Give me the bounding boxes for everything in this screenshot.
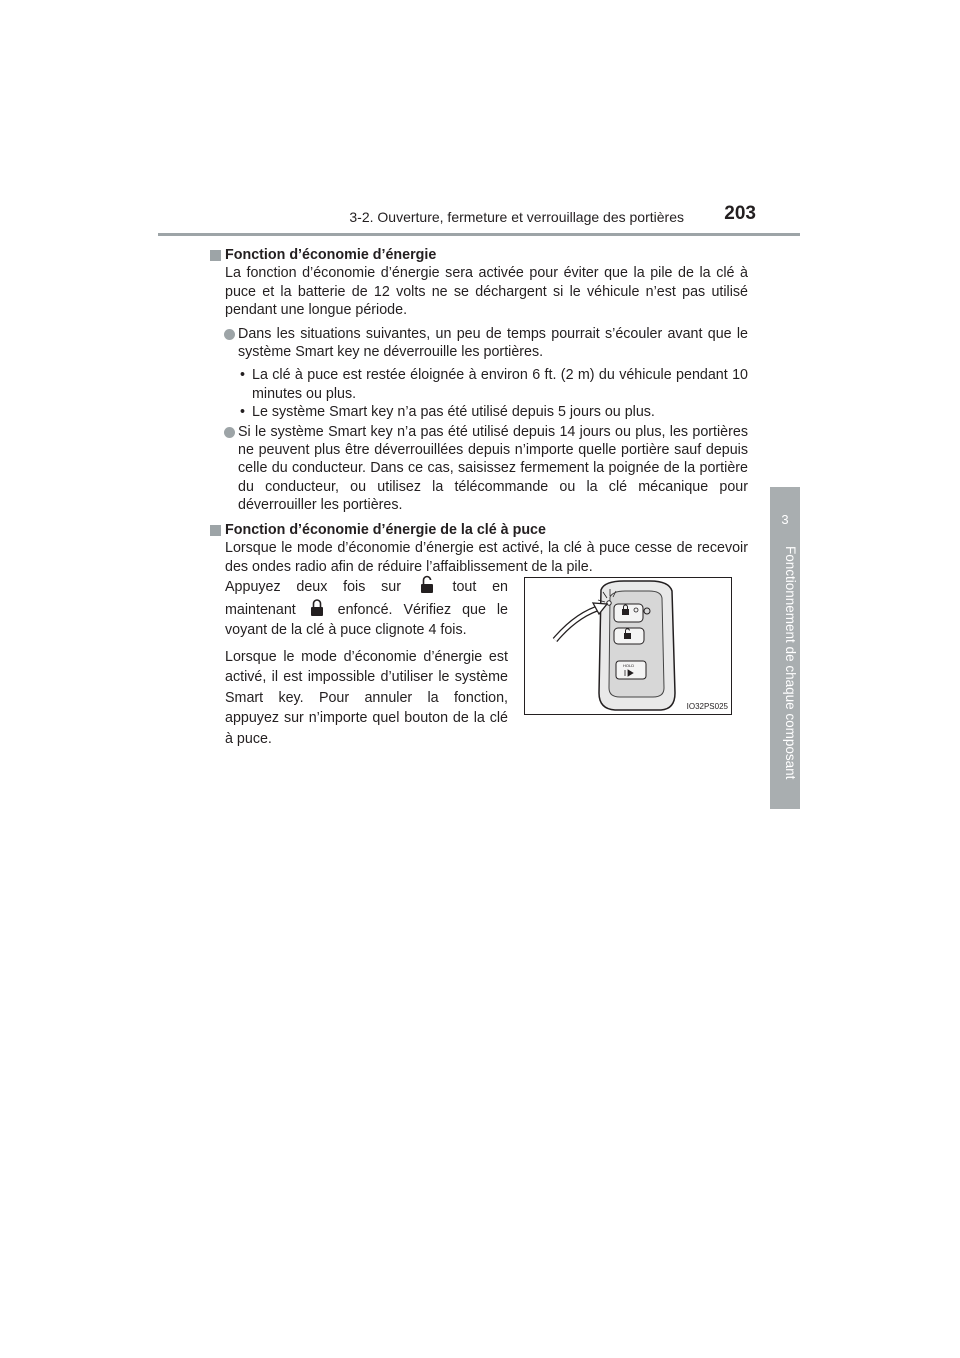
hold-button-label: HOLD bbox=[623, 663, 635, 668]
round-bullet-icon bbox=[224, 427, 235, 438]
section-heading-text: Fonction d’économie d’énergie bbox=[225, 247, 437, 263]
smart-key-figure bbox=[524, 577, 732, 715]
procedure-note: Lorsque le mode d’économie d’énergie est activé, il est impossible d’utiliser le système Smart key. Pour annuler la fonction, appuyez sur n’importe quel bouton de la clé à puce. bbox=[225, 648, 508, 747]
smart-key-illustration bbox=[525, 578, 731, 714]
sub-bullet-mark: • bbox=[240, 367, 246, 384]
header-section-title: 3-2. Ouverture, fermeture et verrouillage des portières bbox=[349, 209, 684, 225]
chapter-number: 3 bbox=[781, 512, 789, 527]
procedure-step bbox=[225, 575, 508, 641]
bullet-item bbox=[210, 325, 748, 362]
sub-bullet-mark: • bbox=[240, 404, 246, 421]
page-header bbox=[158, 196, 800, 236]
lock-closed-icon bbox=[310, 598, 324, 617]
figure-code: IO32PS025 bbox=[686, 702, 728, 711]
sub-bullet-item bbox=[210, 366, 748, 403]
bullet-item bbox=[210, 423, 748, 515]
sub-bullet-text: La clé à puce est restée éloignée à environ 6 ft. (2 m) du véhicule pendant 10 minutes ou plus. bbox=[252, 367, 748, 402]
round-bullet-icon bbox=[224, 329, 235, 340]
sub-bullet-item bbox=[210, 403, 748, 421]
header-rule bbox=[158, 233, 800, 236]
bullet-text: Si le système Smart key n’a pas été utilisé depuis 14 jours ou plus, les portières ne peuvent plus être déverrouillées depuis n’importe quelle portière sauf depuis celle du conducteur. Dans ce cas, saisissez fermement la poignée de la portière du conducteur, ou utilisez la télécommande ou la clé mécanique pour déverrouiller les portières. bbox=[238, 423, 748, 514]
square-bullet-icon bbox=[210, 525, 221, 536]
page-number: 203 bbox=[724, 203, 756, 224]
procedure-text: Appuyez deux fois sur bbox=[225, 579, 401, 595]
sub-bullet-text: Le système Smart key n’a pas été utilisé depuis 5 jours ou plus. bbox=[252, 404, 655, 421]
paragraph-intro: Lorsque le mode d’économie d’énergie est activé, la clé à puce cesse de recevoir des ondes radio afin de réduire l’affaiblissement de la pile. bbox=[225, 540, 748, 575]
procedure-notes bbox=[225, 575, 508, 755]
lock-open-icon bbox=[420, 575, 434, 594]
procedure-text: enfoncé. Vérifiez que le voyant de la clé à puce clignote 4 fois. bbox=[225, 601, 508, 638]
section-heading-key-energy-saving bbox=[210, 521, 748, 539]
section-heading-energy-saving bbox=[210, 246, 748, 264]
chapter-title: Fonctionnement de chaque composant bbox=[783, 546, 798, 780]
procedure-text: tout en maintenant bbox=[225, 579, 508, 618]
main-content bbox=[210, 246, 748, 576]
square-bullet-icon bbox=[210, 250, 221, 261]
bullet-text: Dans les situations suivantes, un peu de temps pourrait s’écouler avant que le système Smart key ne déverrouille les portières. bbox=[238, 325, 748, 361]
paragraph-intro: La fonction d’économie d’énergie sera activée pour éviter que la pile de la clé à puce et la batterie de 12 volts ne se déchargent si le véhicule n’est pas utilisé pendant une longue période. bbox=[225, 265, 748, 319]
section-heading-text: Fonction d’économie d’énergie de la clé à puce bbox=[225, 521, 546, 538]
